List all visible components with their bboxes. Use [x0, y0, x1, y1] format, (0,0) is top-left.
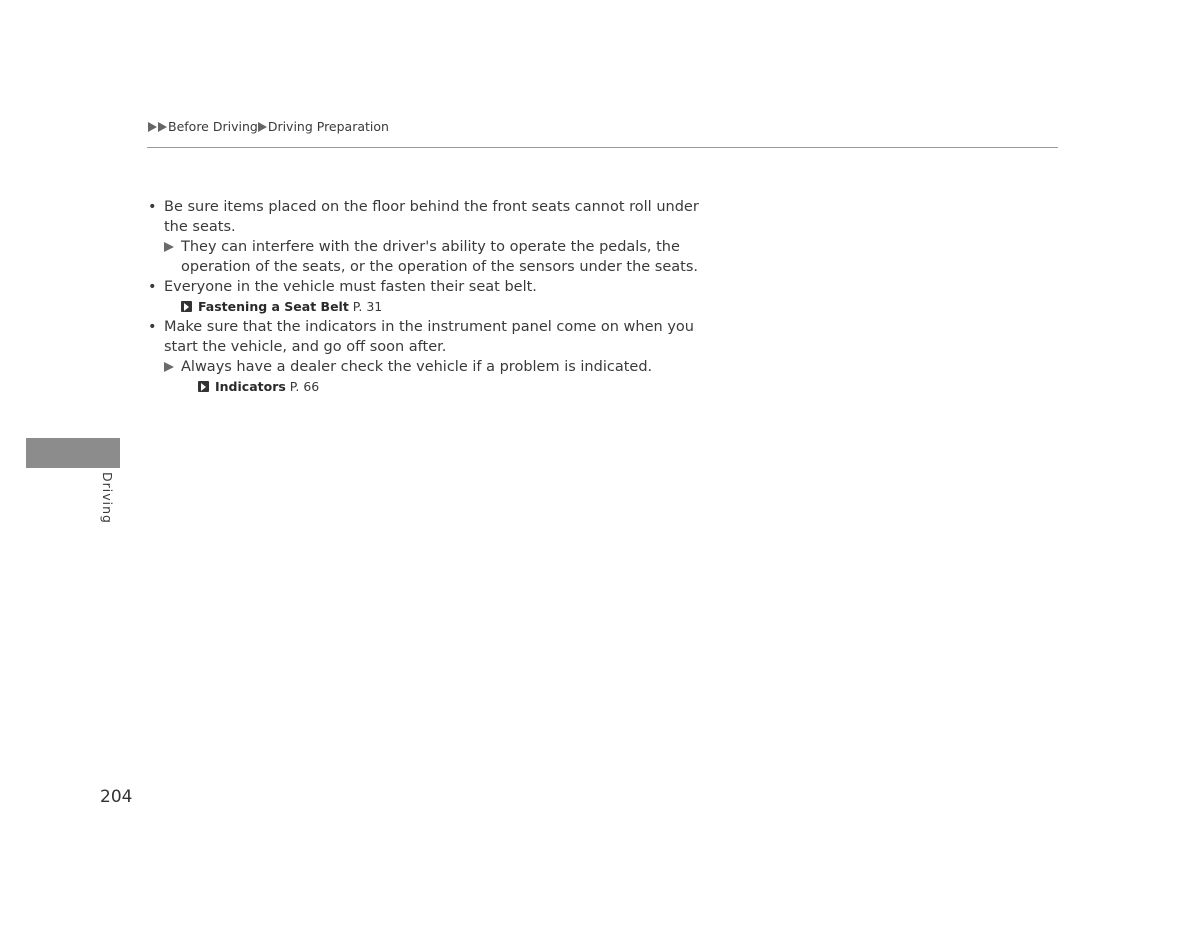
- note-floor-items: [148, 237, 708, 277]
- bullet-icon: •: [148, 199, 157, 215]
- chapter-tab: [26, 438, 120, 468]
- ref-title: Fastening a Seat Belt: [198, 299, 349, 314]
- note-dealer-check: [148, 357, 708, 377]
- main-content: [148, 197, 708, 397]
- breadcrumb-arrow-icon: [258, 122, 267, 132]
- bullet-icon: •: [148, 279, 157, 295]
- bullet-icon: •: [148, 319, 157, 335]
- ref-page: P. 66: [289, 379, 320, 394]
- page-reference-icon: [198, 381, 209, 392]
- ref-link-indicators[interactable]: [148, 377, 708, 397]
- header-divider: [147, 147, 1058, 148]
- ref-link-fastening-seat-belt[interactable]: [148, 297, 708, 317]
- note-text: They can interfere with the driver's ability to operate the pedals, the operation of the seats, or the operation of the sensors under the seats.: [181, 239, 699, 275]
- list-item-floor-items: [148, 197, 708, 237]
- breadcrumb-arrow-icon: [148, 122, 157, 132]
- breadcrumb: [148, 119, 389, 134]
- ref-title: Indicators: [215, 379, 286, 394]
- list-item-text: Be sure items placed on the floor behind the front seats cannot roll under the seats.: [164, 199, 699, 235]
- ref-page: P. 31: [352, 299, 383, 314]
- list-item-seat-belt: [148, 277, 708, 297]
- note-arrow-icon: [164, 362, 174, 372]
- breadcrumb-arrow-icon: [158, 122, 167, 132]
- page-number: 204: [100, 787, 133, 807]
- breadcrumb-driving-preparation[interactable]: Driving Preparation: [267, 119, 389, 134]
- breadcrumb-before-driving[interactable]: Before Driving: [168, 119, 258, 134]
- list-item-indicators: [148, 317, 708, 357]
- list-item-text: Make sure that the indicators in the instrument panel come on when you start the vehicle, and go off soon after.: [164, 319, 694, 355]
- list-item-text: Everyone in the vehicle must fasten their seat belt.: [164, 279, 537, 295]
- page-reference-icon: [181, 301, 192, 312]
- chapter-label: Driving: [100, 472, 115, 524]
- note-text: Always have a dealer check the vehicle if a problem is indicated.: [181, 359, 653, 375]
- note-arrow-icon: [164, 242, 174, 252]
